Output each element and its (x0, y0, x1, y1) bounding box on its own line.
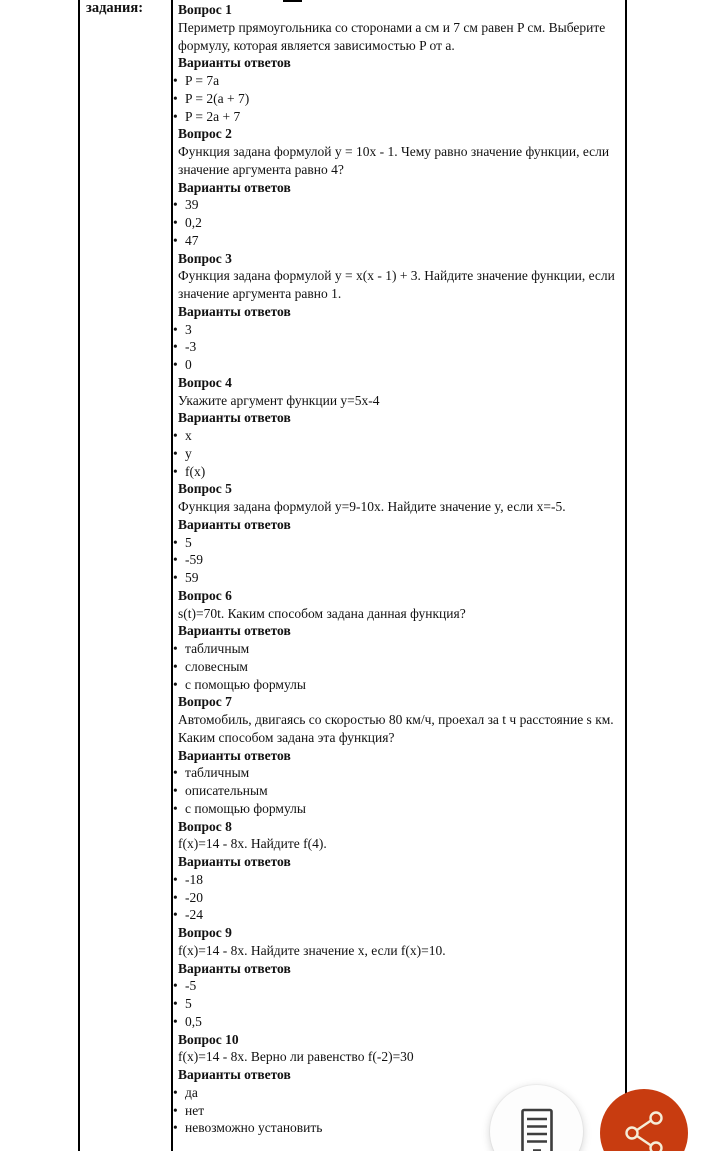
share-icon (623, 1111, 665, 1151)
bullet-icon: • (173, 73, 178, 88)
answer-option (173, 658, 621, 676)
question-title: Вопрос 6 (178, 587, 232, 603)
bullet-icon: • (173, 783, 178, 798)
question-title: Вопрос 9 (178, 925, 232, 940)
question-block (173, 250, 621, 374)
answer-option-label: 0 (185, 357, 192, 372)
answer-option (173, 906, 621, 924)
options-heading: Варианты ответов (178, 854, 291, 869)
question-title: Вопрос 7 (178, 694, 232, 710)
answer-option (173, 321, 621, 339)
answer-option (173, 214, 621, 232)
answer-option-label: y (185, 445, 192, 461)
answer-option-label: 0,5 (185, 1013, 202, 1029)
answer-option-label: -18 (185, 871, 203, 887)
answer-option (173, 995, 621, 1013)
options-heading: Варианты ответов (178, 410, 291, 426)
answer-option-label: невозможно установить (185, 1120, 323, 1136)
answer-option (173, 445, 621, 463)
answer-option (173, 72, 621, 90)
answer-option (173, 764, 621, 782)
bullet-icon: • (173, 90, 178, 106)
question-text: Периметр прямоугольника со сторонами a см и 7 см равен P см. Выберите формулу, которая является зависимостью P от a. (178, 19, 606, 53)
bullet-icon: • (173, 463, 178, 479)
bullet-icon: • (173, 641, 178, 656)
answer-option (173, 534, 621, 552)
answer-option-label: x (185, 428, 192, 443)
answer-option-label: 47 (185, 232, 199, 248)
answer-option (173, 551, 621, 569)
answer-option-label: P = 2a + 7 (185, 108, 241, 124)
answer-option-label: 39 (185, 197, 199, 213)
options-heading: Варианты ответов (178, 747, 291, 763)
bullet-icon: • (173, 357, 178, 372)
answer-option (173, 676, 621, 694)
table-border-left (78, 0, 80, 1151)
answer-option-label: 5 (185, 534, 192, 550)
answer-option (173, 356, 621, 374)
bullet-icon: • (173, 978, 178, 994)
bullet-icon: • (173, 765, 178, 781)
bullet-icon: • (173, 321, 178, 337)
bullet-icon: • (173, 215, 178, 230)
bullet-icon: • (173, 907, 178, 923)
bullet-icon: • (173, 1084, 178, 1100)
answer-option (173, 977, 621, 995)
question-text: Функция задана формулой y = 10x - 1. Чему равно значение функции, если значение аргумента равно 4? (178, 144, 610, 177)
answer-option (173, 800, 621, 818)
question-block (173, 924, 621, 1031)
answer-option-label: с помощью формулы (185, 800, 306, 816)
bullet-icon: • (173, 445, 178, 461)
bullet-icon: • (173, 197, 178, 213)
question-title: Вопрос 8 (178, 818, 232, 834)
bullet-icon: • (173, 552, 178, 568)
answer-option-label: P = 7a (185, 73, 220, 88)
answer-option-label: 0,2 (185, 215, 202, 230)
answer-option-label: с помощью формулы (185, 676, 306, 692)
question-text: f(x)=14 - 8x. Верно ли равенство f(-2)=30 (178, 1049, 414, 1065)
answer-option (173, 782, 621, 800)
table-row-label: задания: (86, 0, 144, 16)
answer-option (173, 338, 621, 356)
answer-option-label: да (185, 1084, 198, 1100)
question-text: Укажите аргумент функции y=5x-4 (178, 392, 380, 408)
answer-option (173, 232, 621, 250)
bullet-icon: • (173, 1102, 178, 1118)
question-block (173, 374, 621, 481)
answer-option-label: 3 (185, 321, 192, 337)
options-heading: Варианты ответов (178, 1067, 291, 1082)
bullet-icon: • (173, 534, 178, 550)
answer-option (173, 871, 621, 889)
question-text: s(t)=70t. Каким способом задана данная функция? (178, 605, 466, 621)
phone-document-icon (520, 1108, 554, 1151)
answer-option (173, 889, 621, 907)
question-text: Функция задана формулой y = x(x - 1) + 3. Найдите значение функции, если значение аргумента равно 1. (178, 268, 615, 301)
bullet-icon: • (173, 339, 178, 355)
question-block (173, 818, 621, 925)
answer-option (173, 463, 621, 481)
answer-option (173, 427, 621, 445)
answer-option-label: описательным (185, 783, 268, 798)
question-block (173, 1, 621, 125)
answer-option-label: 5 (185, 996, 192, 1011)
answer-option-label: -3 (185, 339, 197, 355)
answer-option-label: -59 (185, 552, 203, 568)
question-text: Функция задана формулой y=9-10x. Найдите значение y, если x=-5. (178, 499, 566, 514)
options-heading: Варианты ответов (178, 179, 291, 195)
answer-option-label: табличным (185, 641, 250, 656)
question-block (173, 693, 621, 817)
bullet-icon: • (173, 570, 178, 585)
answer-option-label: f(x) (185, 463, 206, 479)
question-title: Вопрос 4 (178, 374, 232, 390)
answer-option-label: -24 (185, 907, 203, 923)
options-heading: Варианты ответов (178, 623, 291, 639)
answer-option (173, 90, 621, 108)
answer-option-label: словесным (185, 658, 248, 674)
options-heading: Варианты ответов (178, 55, 291, 71)
question-title: Вопрос 2 (178, 126, 232, 142)
bullet-icon: • (173, 871, 178, 887)
bullet-icon: • (173, 1013, 178, 1029)
bullet-icon: • (173, 232, 178, 248)
answer-option (173, 196, 621, 214)
answer-option (173, 640, 621, 658)
bullet-icon: • (173, 658, 178, 674)
question-text: f(x)=14 - 8x. Найдите значение x, если f(x)=10. (178, 942, 446, 958)
bullet-icon: • (173, 1120, 178, 1136)
answer-option-label: P = 2(a + 7) (185, 90, 250, 106)
question-title: Вопрос 5 (178, 481, 232, 497)
answer-option-label: табличным (185, 765, 250, 781)
question-title: Вопрос 1 (178, 2, 232, 17)
question-block (173, 125, 621, 249)
question-title: Вопрос 10 (178, 1031, 239, 1047)
answer-option (173, 1013, 621, 1031)
question-text: Автомобиль, двигаясь со скоростью 80 км/ч, проехал за t ч расстояние s км. Каким способом задана эта функция? (178, 712, 614, 745)
options-heading: Варианты ответов (178, 516, 291, 532)
bullet-icon: • (173, 428, 178, 443)
question-block (173, 587, 621, 694)
answer-option-label: нет (185, 1102, 205, 1118)
question-text: f(x)=14 - 8x. Найдите f(4). (178, 836, 327, 852)
bullet-icon: • (173, 996, 178, 1011)
bullet-icon: • (173, 108, 178, 124)
bullet-icon: • (173, 800, 178, 816)
options-heading: Варианты ответов (178, 303, 291, 319)
answer-option (173, 569, 621, 587)
question-title: Вопрос 3 (178, 250, 232, 266)
answer-option-label: -5 (185, 978, 197, 994)
question-block (173, 480, 621, 587)
table-border-right (625, 0, 627, 1151)
options-heading: Варианты ответов (178, 960, 291, 976)
bullet-icon: • (173, 889, 178, 905)
answer-option-label: 59 (185, 570, 199, 585)
quiz-content (173, 1, 621, 1137)
answer-option (173, 108, 621, 126)
bullet-icon: • (173, 676, 178, 692)
answer-option-label: -20 (185, 889, 203, 905)
